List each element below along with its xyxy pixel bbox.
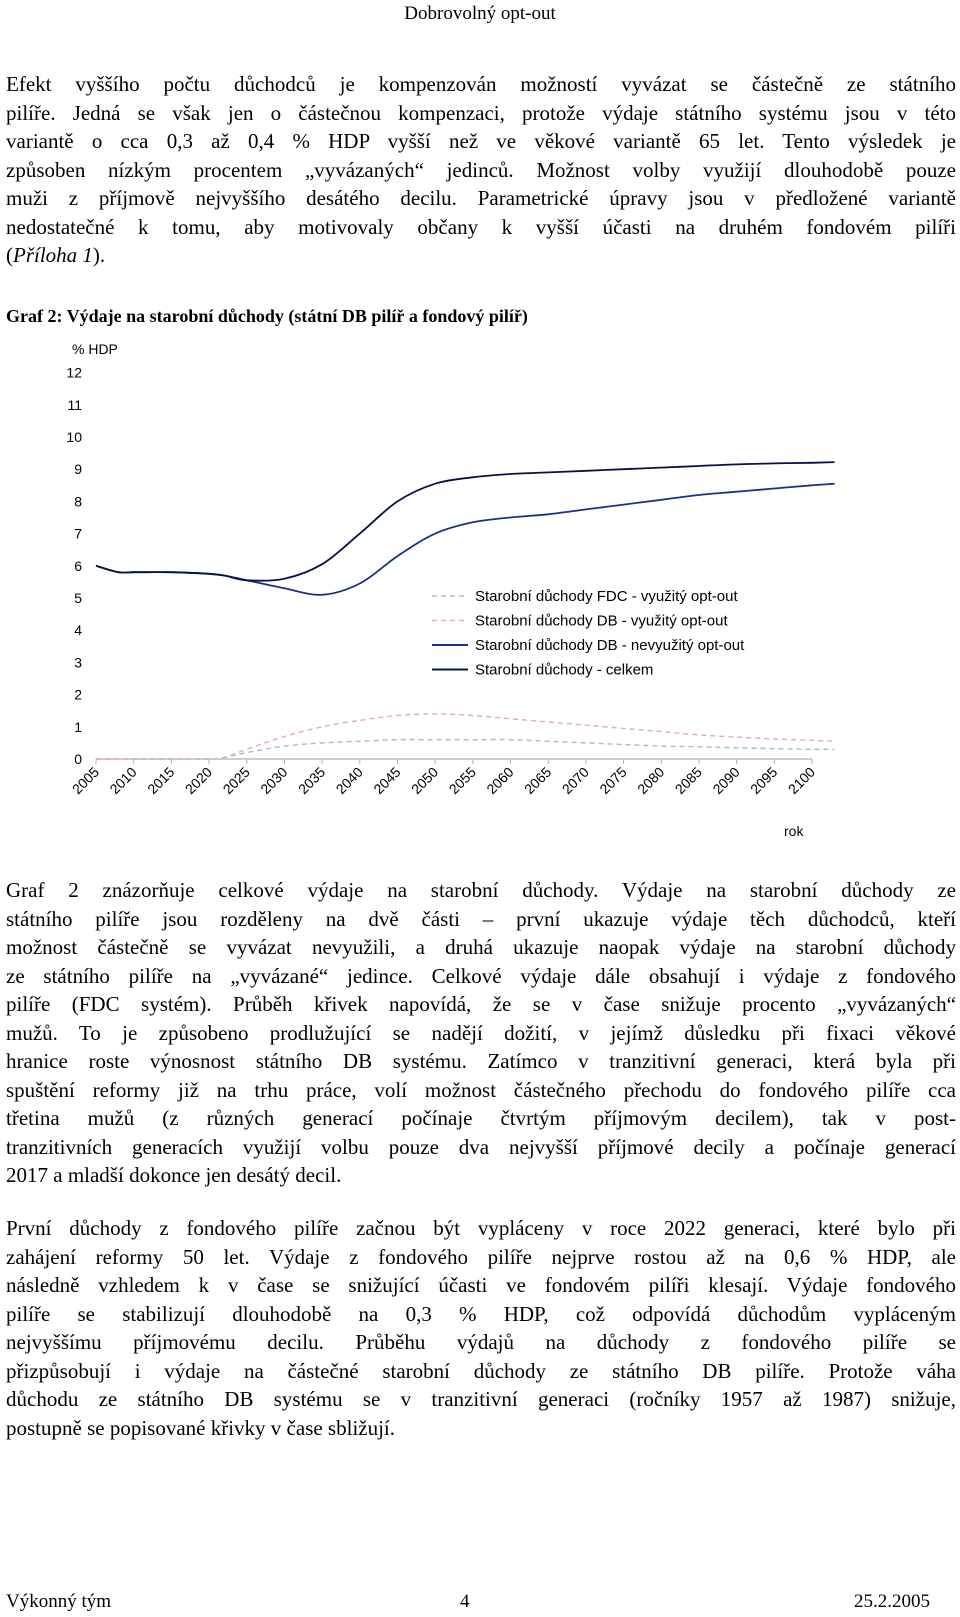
x-tick-label: 2035	[294, 763, 329, 798]
text-line: následně vzhledem k v čase se snižující účasti ve fondovém pilíři klesají. Výdaje fondového	[6, 1273, 956, 1297]
x-tick-label: 2100	[784, 763, 819, 798]
series-line-db-no-opt-out	[96, 484, 835, 595]
text-line: Efekt vyššího počtu důchodců je kompenzován možností vyvázat se částečně ze státního	[6, 72, 956, 96]
x-tick-label: 2085	[671, 763, 706, 798]
x-tick-label: 2025	[219, 763, 253, 798]
paragraph-fund-pillar	[6, 1214, 956, 1442]
y-axis-ticks	[66, 365, 82, 767]
legend-entry: Starobní důchody - celkem	[475, 661, 654, 679]
text-line: mužů. To je způsobeno prodlužující se nadějí dožití, v jejímž důsledku při fixaci věkové	[6, 1020, 956, 1045]
legend-entry: Starobní důchody FDC - využitý opt-out	[475, 588, 738, 605]
text-line: postupně se popisované křivky v čase sbližují.	[6, 1415, 396, 1440]
text-line: státního pilíře jsou rozděleny na dvě části – první ukazuje výdaje těch důchodců, kteří	[6, 906, 956, 931]
paragraph-description	[6, 876, 956, 1190]
x-tick-label: 2045	[370, 763, 404, 798]
y-tick-label: 3	[74, 654, 82, 671]
series-lines	[96, 462, 835, 759]
text-line: muži z příjmově nejvyššího desátého decilu. Parametrické úpravy jsou v předložené variantě	[6, 186, 956, 210]
text-line: zahájení reformy 50 let. Výdaje z fondového pilíře nejprve rostou až na 0,6 % HDP, ale	[6, 1244, 956, 1269]
y-tick-label: 5	[74, 590, 82, 606]
footer-date: 25.2.2005	[854, 1591, 930, 1612]
x-axis-label: rok	[784, 823, 804, 839]
x-tick-label: 2015	[144, 763, 178, 798]
x-tick-label: 2040	[332, 763, 366, 798]
text-line	[6, 241, 956, 270]
x-tick-label: 2080	[634, 763, 668, 798]
text-line: spuštění reformy již na trhu práce, volí možnost částečného přechodu do fondového pilíře cca	[6, 1077, 956, 1102]
text-line: hranice roste výnosnost státního DB systému. Zatímco v tranzitivní generaci, která byla při	[6, 1049, 956, 1073]
y-axis-label: % HDP	[72, 341, 118, 357]
x-axis	[69, 759, 818, 797]
text-line: třetina mužů (z různých generací počínaje čtvrtým příjmovým decilem), tak v post-	[6, 1106, 956, 1130]
footer-page-number: 4	[460, 1591, 470, 1612]
text-line: tranzitivních generacích využijí volbu pouze dva nejvyšší příjmové decily a počínaje generací	[6, 1134, 956, 1159]
text-line: První důchody z fondového pilíře začnou být vypláceny v roce 2022 generaci, které bylo při	[6, 1216, 956, 1240]
y-tick-label: 8	[74, 493, 82, 510]
text-line: důchodu ze státního DB systému se v tranzitivní generaci (ročníky 1957 až 1987) snižuje,	[6, 1387, 956, 1411]
text-line: nedostatečné k tomu, aby motivovaly občany k vyšší účasti na druhém fondovém pilíři	[6, 214, 956, 239]
x-tick-label: 2065	[520, 763, 555, 798]
x-tick-label: 2030	[257, 763, 291, 798]
text-line: pilíře. Jedná se však jen o částečnou kompenzaci, protože výdaje státního systému jsou v této	[6, 100, 956, 125]
appendix-ref-close: ).	[92, 243, 106, 267]
text-line: ze státního pilíře na „vyvázané“ jedince. Celkové výdaje dále obsahují i výdaje z fondového	[6, 963, 956, 988]
appendix-ref: Příloha 1	[13, 243, 93, 267]
text-line: nejvyššímu příjmovému decilu. Průběhu výdajů na důchody z fondového pilíře se	[6, 1330, 956, 1354]
y-tick-label: 0	[74, 751, 82, 767]
legend-entry: Starobní důchody DB - nevyužitý opt-out	[475, 637, 745, 654]
x-tick-label: 2055	[445, 763, 479, 798]
appendix-ref-open: (	[6, 243, 13, 267]
y-tick-label: 2	[74, 686, 82, 703]
y-tick-label: 7	[74, 525, 82, 542]
series-line-db-opt-out	[96, 714, 835, 759]
y-tick-label: 12	[66, 364, 82, 381]
text-line: způsoben nízkým procentem „vyvázaných“ jedinců. Možnost volby využijí dlouhodobě pouze	[6, 157, 956, 182]
x-tick-label: 2010	[106, 763, 140, 798]
y-tick-label: 11	[67, 396, 82, 413]
x-tick-label: 2075	[596, 763, 630, 798]
text-line: pilíře (FDC systém). Průběh křivek napovídá, že se v čase snižuje procento „vyvázaných“	[6, 992, 956, 1016]
x-tick-label: 2005	[68, 763, 103, 798]
text-line: pilíře se stabilizují dlouhodobě na 0,3 % HDP, což odpovídá důchodům vypláceným	[6, 1301, 956, 1326]
figure-caption: Graf 2: Výdaje na starobní důchody (státní DB pilíř a fondový pilíř)	[6, 306, 528, 326]
y-tick-label: 6	[74, 557, 82, 574]
x-tick-label: 2020	[181, 763, 216, 798]
series-line-total	[96, 462, 835, 581]
x-tick-label: 2090	[709, 763, 743, 798]
paragraph-intro	[6, 70, 956, 270]
text-line: variantě o cca 0,3 až 0,4 % HDP vyšší než ve věkové variantě 65 let. Tento výsledek je	[6, 129, 956, 153]
running-header: Dobrovolný opt-out	[404, 3, 556, 24]
x-tick-label: 2070	[558, 763, 593, 798]
text-line: 2017 a mladší dokonce jen desátý decil.	[6, 1163, 342, 1187]
x-tick-label: 2095	[747, 763, 781, 798]
x-tick-label: 2050	[407, 763, 442, 798]
text-line: Graf 2 znázorňuje celkové výdaje na starobní důchody. Výdaje na starobní důchody ze	[6, 878, 956, 902]
chart-legend	[432, 588, 745, 679]
y-tick-label: 10	[66, 429, 82, 445]
legend-entry: Starobní důchody DB - využitý opt-out	[475, 612, 728, 630]
text-line: možnost částečně se vyvázat nevyužili, a druhá ukazuje naopak výdaje na starobní důchody	[6, 935, 956, 959]
series-line-fdc-opt-out	[96, 740, 835, 760]
footer-team: Výkonný tým	[6, 1591, 112, 1612]
x-tick-label: 2060	[483, 763, 517, 798]
text-line: přizpůsobují i výdaje na částečné starobní důchody ze státního DB pilíře. Protože váha	[6, 1358, 956, 1383]
pension-expenditure-chart	[0, 335, 960, 855]
y-tick-label: 1	[74, 718, 82, 735]
y-tick-label: 4	[74, 622, 82, 639]
y-tick-label: 9	[74, 461, 82, 478]
